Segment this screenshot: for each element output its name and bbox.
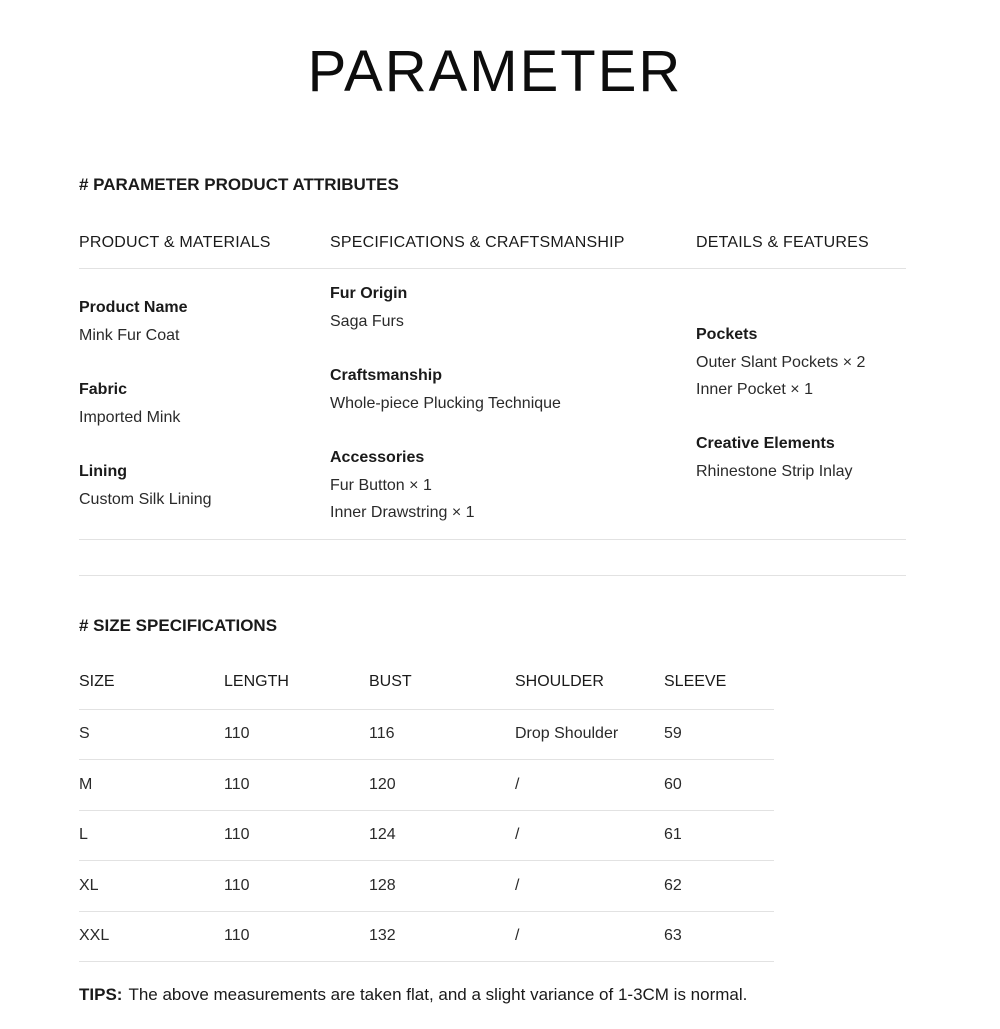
table-cell: XL xyxy=(79,861,224,912)
attribute-label: Pockets xyxy=(696,326,758,343)
attribute-group xyxy=(696,321,865,403)
column-header-size: SIZE xyxy=(79,656,224,709)
table-row xyxy=(79,760,774,811)
table-cell: S xyxy=(79,709,224,760)
table-cell: 128 xyxy=(369,861,515,912)
attribute-value: Fur Button × 1 xyxy=(330,477,432,494)
attribute-value: Mink Fur Coat xyxy=(79,327,180,344)
attribute-group xyxy=(79,294,212,349)
column-header-bust: BUST xyxy=(369,656,515,709)
table-cell: 62 xyxy=(664,861,774,912)
attributes-column-specifications xyxy=(330,280,561,553)
attribute-label: Accessories xyxy=(330,449,425,466)
attribute-value: Inner Pocket × 1 xyxy=(696,381,813,398)
tips-text: The above measurements are taken flat, and a slight variance of 1-3CM is normal. xyxy=(128,985,748,1004)
divider xyxy=(79,268,906,269)
column-header-details: DETAILS & FEATURES xyxy=(696,234,869,251)
page-title: PARAMETER xyxy=(307,39,683,104)
table-row xyxy=(79,810,774,861)
attribute-label: Craftsmanship xyxy=(330,367,443,384)
column-header-sleeve: SLEEVE xyxy=(664,656,774,709)
table-cell: M xyxy=(79,760,224,811)
column-header-shoulder: SHOULDER xyxy=(515,656,664,709)
table-row xyxy=(79,911,774,962)
column-header-length: LENGTH xyxy=(224,656,369,709)
table-cell: 124 xyxy=(369,810,515,861)
attribute-value: Saga Furs xyxy=(330,313,404,330)
attribute-label: Lining xyxy=(79,463,127,480)
table-cell: / xyxy=(515,810,664,861)
table-cell: 59 xyxy=(664,709,774,760)
attribute-value: Custom Silk Lining xyxy=(79,491,212,508)
tips-note xyxy=(79,985,747,1005)
attribute-label: Creative Elements xyxy=(696,435,835,452)
attribute-group xyxy=(696,430,865,485)
column-header-specifications: SPECIFICATIONS & CRAFTSMANSHIP xyxy=(330,234,625,251)
attribute-label: Product Name xyxy=(79,299,188,316)
column-header-product-materials: PRODUCT & MATERIALS xyxy=(79,234,271,251)
table-cell: / xyxy=(515,861,664,912)
table-cell: 61 xyxy=(664,810,774,861)
attributes-column-details xyxy=(696,321,865,512)
table-cell: L xyxy=(79,810,224,861)
table-row xyxy=(79,861,774,912)
table-cell: 63 xyxy=(664,911,774,962)
divider xyxy=(79,539,906,540)
table-row xyxy=(79,709,774,760)
size-specifications-heading: # SIZE SPECIFICATIONS xyxy=(79,616,278,635)
tips-label: TIPS: xyxy=(79,985,123,1004)
table-cell: 110 xyxy=(224,810,369,861)
attribute-group xyxy=(330,280,561,335)
table-cell: 110 xyxy=(224,760,369,811)
table-cell: / xyxy=(515,911,664,962)
attribute-value: Outer Slant Pockets × 2 xyxy=(696,354,866,371)
size-table xyxy=(79,656,774,962)
attribute-group xyxy=(330,362,561,417)
attribute-value: Imported Mink xyxy=(79,409,181,426)
table-cell: 60 xyxy=(664,760,774,811)
attribute-label: Fabric xyxy=(79,381,128,398)
table-cell: 116 xyxy=(369,709,515,760)
attributes-heading: # PARAMETER PRODUCT ATTRIBUTES xyxy=(79,175,399,194)
attribute-group xyxy=(79,458,212,513)
attributes-column-product xyxy=(79,294,212,540)
table-cell: 110 xyxy=(224,861,369,912)
table-cell: 110 xyxy=(224,709,369,760)
table-cell: 110 xyxy=(224,911,369,962)
table-cell: / xyxy=(515,760,664,811)
table-header-row xyxy=(79,656,774,709)
attribute-label: Fur Origin xyxy=(330,285,408,302)
table-cell: XXL xyxy=(79,911,224,962)
table-cell: 120 xyxy=(369,760,515,811)
attribute-value: Rhinestone Strip Inlay xyxy=(696,463,853,480)
attribute-value: Inner Drawstring × 1 xyxy=(330,504,475,521)
divider xyxy=(79,575,906,576)
attribute-value: Whole-piece Plucking Technique xyxy=(330,395,561,412)
attribute-group xyxy=(330,444,561,526)
table-cell: Drop Shoulder xyxy=(515,709,664,760)
table-cell: 132 xyxy=(369,911,515,962)
attribute-group xyxy=(79,376,212,431)
